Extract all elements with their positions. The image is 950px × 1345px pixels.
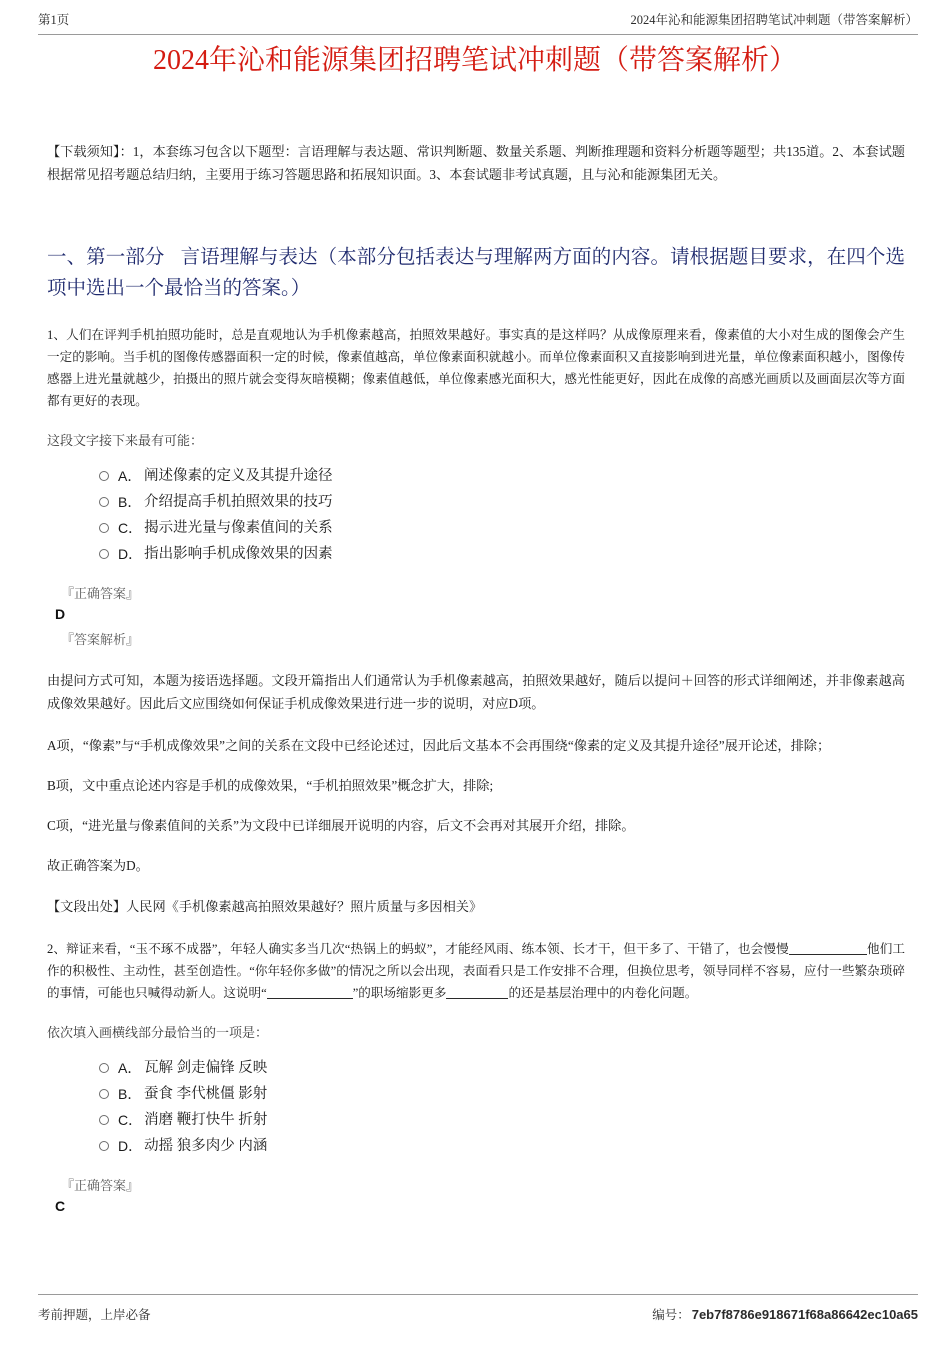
question-stem xyxy=(47,938,905,1004)
option-letter: A． xyxy=(118,1060,142,1076)
option-letter: D． xyxy=(118,546,143,562)
section-name: 言语理解与表达（本部分包括表达与理解两方面的内容。请根据题目要求，在四个选项中选出一个最恰当的答案。） xyxy=(47,247,905,299)
option-c[interactable] xyxy=(99,1107,905,1133)
stem-segment: ”的职场缩影更多 xyxy=(352,986,447,1000)
analysis-paragraph: A项，“像素”与“手机成像效果”之间的关系在文段中已经论述过，因此后文基本不会再围绕“像素的定义及其提升途径”展开论述，排除； xyxy=(47,738,831,753)
download-notice: 【下载须知】：1，本套练习包含以下题型：言语理解与表达题、常识判断题、数量关系题、判断推理题和资料分析题等题型；共135道。2、本套试题根据常见招考题总结归纳，主要用于练习答题思路和拓展知识面。3、本套试题非考试真题，且与沁和能源集团无关。 xyxy=(47,144,905,182)
radio-icon[interactable] xyxy=(99,523,109,533)
stem-segment: 他们工作的积极性、主动性，甚至创造性。“你年轻你多做”的情况之所以会出现，表面看只是工作安排不合理，但换位思考，领导同样不容易，应付一些繁杂琐碎的事情，可能也只喊得动新人。这说明“ xyxy=(47,942,906,1000)
option-letter: D． xyxy=(118,1138,143,1154)
option-label: 介绍提高手机拍照效果的技巧 xyxy=(144,494,333,510)
option-list xyxy=(47,1055,905,1159)
correct-answer-label: 『正确答案』 xyxy=(61,586,140,601)
radio-icon[interactable] xyxy=(99,1063,109,1073)
option-label: 消磨 鞭打快牛 折射 xyxy=(144,1112,268,1128)
running-footer xyxy=(38,1294,918,1327)
option-label: 阐述像素的定义及其提升途径 xyxy=(144,468,333,484)
footer-slogan: 考前押题，上岸必备 xyxy=(38,1308,151,1322)
option-d[interactable] xyxy=(99,1133,905,1159)
radio-icon[interactable] xyxy=(99,497,109,507)
running-header xyxy=(38,12,918,35)
option-letter: C． xyxy=(118,1112,143,1128)
option-b[interactable] xyxy=(99,489,905,515)
section-number: 一、第一部分 xyxy=(47,247,165,268)
stem-segment: 2、辩证来看，“玉不琢不成器”，年轻人确实多当几次“热锅上的蚂蚁”，才能经风雨、练本领、长才干，但干多了、干错了，也会慢慢 xyxy=(47,942,789,956)
correct-answer-value: C xyxy=(55,1198,66,1214)
option-letter: B． xyxy=(118,1086,142,1102)
section-heading xyxy=(47,242,905,304)
option-a[interactable] xyxy=(99,1055,905,1081)
option-letter: A． xyxy=(118,468,142,484)
radio-icon[interactable] xyxy=(99,549,109,559)
question-prompt: 依次填入画横线部分最恰当的一项是： xyxy=(47,1025,269,1040)
option-label: 揭示进光量与像素值间的关系 xyxy=(144,520,333,536)
analysis-paragraph: C项，“进光量与像素值间的关系”为文段中已详细展开说明的内容，后文不会再对其展开介绍，排除。 xyxy=(47,818,635,833)
option-letter: B． xyxy=(118,494,142,510)
fill-blank[interactable] xyxy=(789,954,867,955)
source-citation: 【文段出处】人民网《手机像素越高拍照效果越好？照片质量与多因相关》 xyxy=(47,899,483,914)
answer-analysis-label: 『答案解析』 xyxy=(61,632,140,647)
page-marker: 第1页 xyxy=(38,13,70,27)
analysis-paragraph: 由提问方式可知，本题为接语选择题。文段开篇指出人们通常认为手机像素越高，拍照效果越好，随后以提问＋回答的形式详细阐述，并非像素越高成像效果越好。因此后文应围绕如何保证手机成像效果进行进一步的说明，对应D项。 xyxy=(47,673,905,711)
radio-icon[interactable] xyxy=(99,1141,109,1151)
analysis-paragraph: 故正确答案为D。 xyxy=(47,858,149,873)
question-stem: 1、人们在评判手机拍照功能时，总是直观地认为手机像素越高，拍照效果越好。事实真的是这样吗？从成像原理来看，像素值的大小对生成的图像会产生一定的影响。当手机的图像传感器面积一定的时候，像素值越高，单位像素面积就越小。而单位像素面积又直接影响到进光量，单位像素面积越小，图像传感器上进光量就越少，拍摄出的照片就会变得灰暗模糊；像素值越低，单位像素感光面积大，感光性能更好，因此在成像的高感光画质以及画面层次等方面都有更好的表现。 xyxy=(47,328,905,408)
running-title: 2024年沁和能源集团招聘笔试冲刺题（带答案解析） xyxy=(630,13,918,27)
code-value: 7eb7f8786e918671f68a86642ec10a65 xyxy=(691,1307,918,1322)
analysis-paragraph: B项，文中重点论述内容是手机的成像效果，“手机拍照效果”概念扩大，排除; xyxy=(47,778,494,793)
fill-blank[interactable] xyxy=(446,998,508,999)
option-d[interactable] xyxy=(99,541,905,567)
correct-answer-value: D xyxy=(55,606,66,622)
option-label: 指出影响手机成像效果的因素 xyxy=(144,546,333,562)
option-label: 动摇 狼多肉少 内涵 xyxy=(144,1138,268,1154)
option-label: 瓦解 剑走偏锋 反映 xyxy=(144,1060,268,1076)
option-letter: C． xyxy=(118,520,143,536)
option-list xyxy=(47,463,905,567)
fill-blank[interactable] xyxy=(267,998,353,999)
option-label: 蚕食 李代桃僵 影射 xyxy=(144,1086,268,1102)
document-code xyxy=(652,1305,918,1323)
document-body xyxy=(47,140,905,1217)
option-a[interactable] xyxy=(99,463,905,489)
option-c[interactable] xyxy=(99,515,905,541)
page-title: 2024年沁和能源集团招聘笔试冲刺题（带答案解析） xyxy=(152,45,797,76)
radio-icon[interactable] xyxy=(99,471,109,481)
radio-icon[interactable] xyxy=(99,1115,109,1125)
stem-segment: 的还是基层治理中的内卷化问题。 xyxy=(508,986,698,1000)
question-prompt: 这段文字接下来最有可能： xyxy=(47,433,204,448)
option-b[interactable] xyxy=(99,1081,905,1107)
code-label: 编号： xyxy=(652,1308,690,1322)
correct-answer-label: 『正确答案』 xyxy=(61,1178,140,1193)
radio-icon[interactable] xyxy=(99,1089,109,1099)
